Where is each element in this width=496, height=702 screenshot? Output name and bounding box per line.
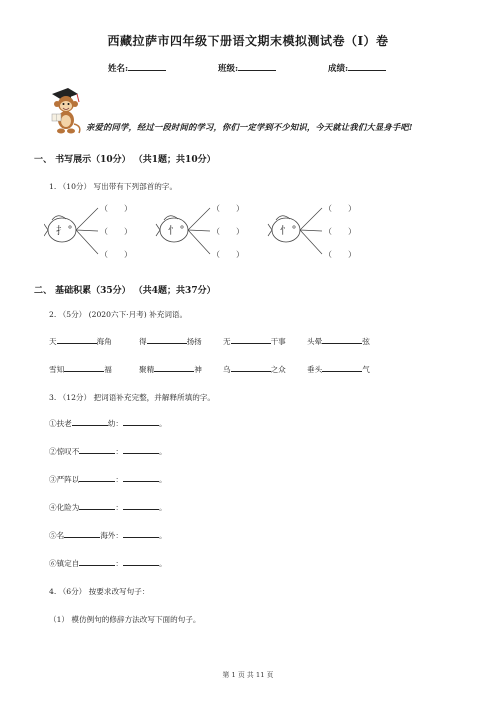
- score-label: 成绩:: [328, 64, 349, 74]
- question-1: 1. （10分） 写出带有下列部首的字。: [49, 182, 178, 191]
- answer-blank[interactable]: [79, 502, 115, 510]
- section-2-heading: 二、 基础积累（35分） （共4题；共37分）: [34, 286, 216, 296]
- q3-item: ③严阵以 ： 。: [49, 475, 167, 484]
- answer-paren[interactable]: （ ）: [324, 227, 356, 236]
- fish-radical-group: [156, 204, 244, 259]
- q3-item: ⑥镇定自 ： 。: [49, 559, 167, 568]
- question-4-sub-1: （1） 模仿例句的修辞方法改写下面的句子。: [49, 615, 201, 624]
- radical-char: 忄: [280, 226, 290, 237]
- answer-blank[interactable]: [57, 336, 97, 344]
- page-title: 西藏拉萨市四年级下册语文期末模拟测试卷（I）卷: [107, 34, 389, 48]
- answer-paren[interactable]: （ ）: [100, 227, 132, 236]
- answer-blank[interactable]: [147, 336, 187, 344]
- q3-item: ②惊叹不 ： 。: [49, 447, 167, 456]
- answer-blank[interactable]: [231, 336, 271, 344]
- explanation-blank[interactable]: [123, 558, 159, 566]
- q3-item: ⑤名 海外： 。: [49, 531, 167, 540]
- explanation-blank[interactable]: [123, 474, 159, 482]
- answer-paren[interactable]: （ ）: [324, 204, 356, 213]
- class-field[interactable]: [218, 62, 276, 74]
- question-3: 3. （12分） 把词语补充完整，并解释所填的字。: [49, 393, 216, 402]
- q3-item: ①扶老 幼： 。: [49, 419, 167, 428]
- explanation-blank[interactable]: [123, 446, 159, 454]
- answer-paren[interactable]: （ ）: [212, 250, 244, 259]
- answer-blank[interactable]: [72, 418, 108, 426]
- explanation-blank[interactable]: [123, 502, 159, 510]
- class-label: 班级:: [218, 64, 239, 74]
- answer-blank[interactable]: [79, 446, 115, 454]
- answer-blank[interactable]: [154, 364, 194, 372]
- radical-char: 忄: [168, 226, 178, 237]
- answer-blank[interactable]: [79, 474, 115, 482]
- question-2: 2. （5分） (2020六下·月考) 补充词语。: [49, 310, 188, 319]
- radical-fish-diagram: [44, 200, 374, 270]
- answer-blank[interactable]: [322, 336, 362, 344]
- answer-paren[interactable]: （ ）: [100, 250, 132, 259]
- answer-blank[interactable]: [79, 558, 115, 566]
- answer-paren[interactable]: （ ）: [324, 250, 356, 259]
- name-label: 姓名:: [108, 64, 129, 74]
- answer-paren[interactable]: （ ）: [100, 204, 132, 213]
- radical-char: 扌: [56, 226, 66, 237]
- score-field[interactable]: [328, 62, 386, 74]
- answer-blank[interactable]: [322, 364, 362, 372]
- mascot-monkey-icon: [44, 86, 84, 136]
- encourage-text: 亲爱的同学，经过一段时间的学习，你们一定学到不少知识，今天就让我们大显身手吧!: [86, 122, 413, 132]
- answer-blank[interactable]: [231, 364, 271, 372]
- name-field[interactable]: [108, 62, 166, 74]
- fish-radical-group: [268, 204, 356, 259]
- q3-item: ④化险为 ： 。: [49, 503, 167, 512]
- explanation-blank[interactable]: [123, 418, 159, 426]
- question-4: 4. （6分） 按要求改写句子：: [49, 587, 150, 596]
- page-footer: 第 1 页 共 11 页: [222, 671, 274, 679]
- answer-paren[interactable]: （ ）: [212, 204, 244, 213]
- answer-blank[interactable]: [64, 530, 100, 538]
- answer-blank[interactable]: [64, 364, 104, 372]
- answer-paren[interactable]: （ ）: [212, 227, 244, 236]
- section-1-heading: 一、 书写展示（10分） （共1题；共10分）: [34, 155, 216, 165]
- fish-radical-group: [44, 204, 132, 259]
- explanation-blank[interactable]: [123, 530, 159, 538]
